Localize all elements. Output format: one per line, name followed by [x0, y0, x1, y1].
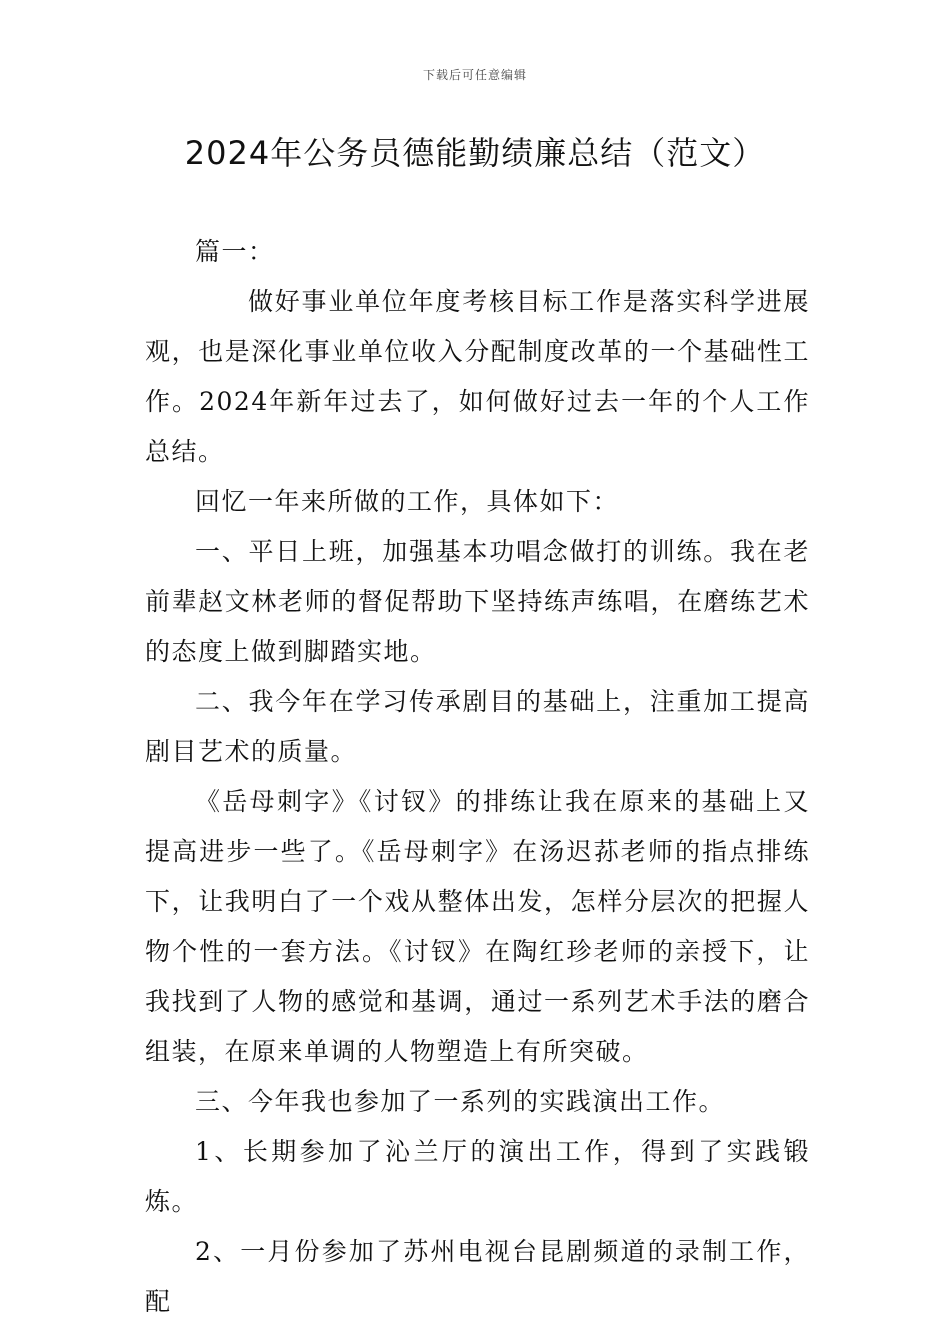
document-body	[145, 227, 810, 1327]
document-title: 2024年公务员德能勤绩廉总结（范文）	[184, 134, 766, 172]
download-note: 下载后可任意编辑	[422, 68, 527, 82]
paragraph: 一、平日上班，加强基本功唱念做打的训练。我在老前辈赵文林老师的督促帮助下坚持练声练唱，在磨练艺术的态度上做到脚踏实地。	[145, 537, 810, 666]
section-label: 篇一：	[195, 237, 275, 266]
paragraph: 回忆一年来所做的工作，具体如下：	[195, 487, 620, 516]
paragraph: 做好事业单位年度考核目标工作是落实科学进展观，也是深化事业单位收入分配制度改革的一个基础性工作。2024年新年过去了，如何做好过去一年的个人工作总结。	[145, 287, 810, 466]
paragraph: 二、我今年在学习传承剧目的基础上，注重加工提高剧目艺术的质量。	[145, 687, 810, 766]
paragraph: 《岳母刺字》《讨钗》的排练让我在原来的基础上又提高进步一些了。《岳母刺字》在汤迟荪老师的指点排练下，让我明白了一个戏从整体出发，怎样分层次的把握人物个性的一套方法。《讨钗》在陶红珍老师的亲授下，让我找到了人物的感觉和基调，通过一系列艺术手法的磨合组装，在原来单调的人物塑造上有所突破。	[145, 787, 810, 1066]
paragraph: 三、今年我也参加了一系列的实践演出工作。	[195, 1087, 726, 1116]
paragraph: 2、一月份参加了苏州电视台昆剧频道的录制工作，配	[145, 1237, 810, 1316]
paragraph: 1、长期参加了沁兰厅的演出工作，得到了实践锻炼。	[145, 1137, 810, 1216]
